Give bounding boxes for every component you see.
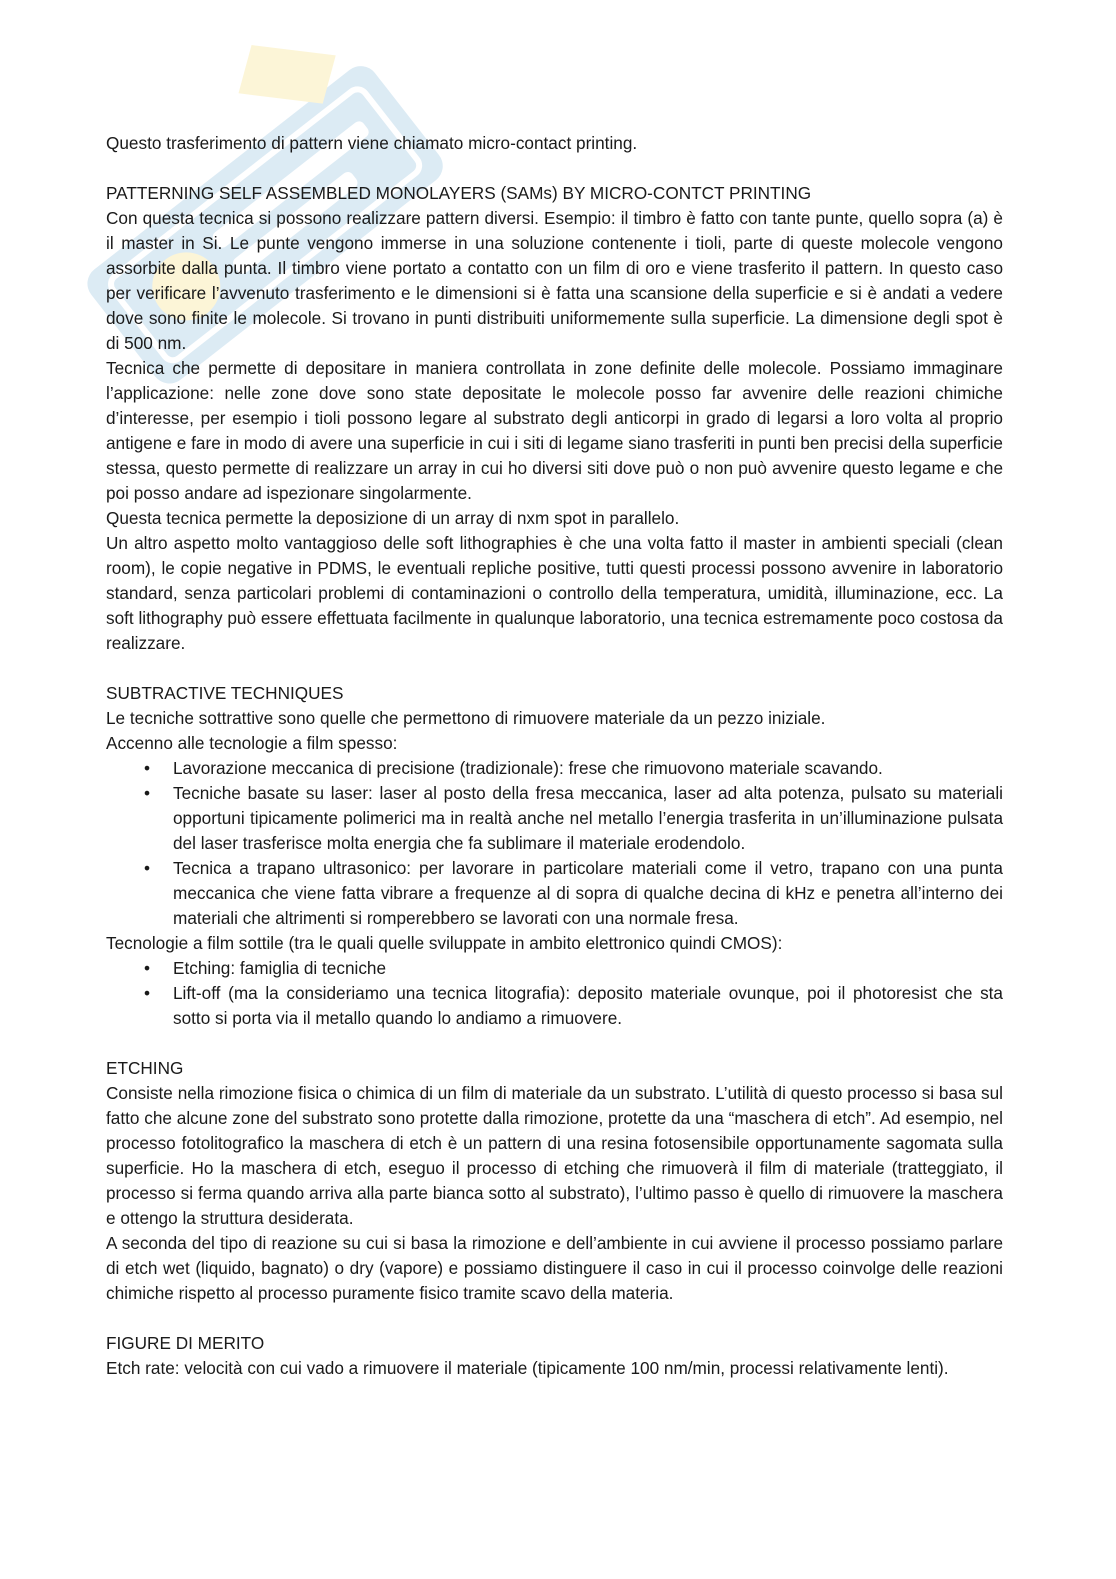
list-item: • Etching: famiglia di tecniche xyxy=(173,956,1003,981)
sam-paragraph-3: Questa tecnica permette la deposizione di un array di nxm spot in parallelo. xyxy=(106,508,680,528)
sam-paragraph-2: Tecnica che permette di depositare in maniera controllata in zone definite delle molecole. Possiamo immaginare l’applicazione: nelle zone dove sono state depositate le molecole posso far avvenire delle reazioni chimiche d’interesse, per esempio i tioli possono legare al substrato degli anticorpi in grado di legarsi a loro volta al proprio antigene e fare in modo di avere una superficie in cui i siti di legame siano trasferiti in punti ben precisi della superficie stessa, questo permette di realizzare un array in cui ho diversi siti dove può o non può avvenire questo legame e che poi posso andare ad ispezionare singolarmente. xyxy=(106,358,1003,503)
sam-paragraph-4: Un altro aspetto molto vantaggioso delle soft lithographies è che una volta fatto il master in ambienti speciali (clean room), le copie negative in PDMS, le eventuali repliche positive, tutti questi processi possono avvenire in laboratorio standard, senza particolari problemi di contaminazioni o controllo della temperatura, umidità, illuminazione, ecc. La soft lithography può essere effettuata facilmente in qualunque laboratorio, una tecnica estremamente poco costosa da realizzare. xyxy=(106,533,1003,653)
subtractive-paragraph: Le tecniche sottrattive sono quelle che permettono di rimuovere materiale da un pezzo iniziale. xyxy=(106,708,826,728)
merit-paragraph: Etch rate: velocità con cui vado a rimuovere il materiale (tipicamente 100 nm/min, processi relativamente lenti). xyxy=(106,1358,949,1378)
thick-film-intro: Accenno alle tecnologie a film spesso: xyxy=(106,733,398,753)
etching-heading: ETCHING xyxy=(106,1058,184,1078)
intro-paragraph: Questo trasferimento di pattern viene chiamato micro-contact printing. xyxy=(106,133,638,153)
list-item: • Tecniche basate su laser: laser al posto della fresa meccanica, laser ad alta potenza, pulsato su materiali opportuni tipicamente polimerici ma in realtà anche nel metallo l’energia trasferita in un’illuminazione pulsata del laser trasferisce molta energia che fa sublimare il materiale erodendolo. xyxy=(173,781,1003,856)
list-item: • Lavorazione meccanica di precisione (tradizionale): frese che rimuovono materiale scavando. xyxy=(173,756,1003,781)
list-item: • Lift-off (ma la consideriamo una tecnica litografia): deposito materiale ovunque, poi il photoresist che sta sotto si porta via il metallo quando lo andiamo a rimuovere. xyxy=(173,981,1003,1031)
document-page xyxy=(106,131,1003,1381)
etching-paragraph-2: A seconda del tipo di reazione su cui si basa la rimozione e dell’ambiente in cui avviene il processo possiamo parlare di etch wet (liquido, bagnato) o dry (vapore) e possiamo distinguere il caso in cui il processo coinvolge delle reazioni chimiche rispetto al processo puramente fisico tramite scavo della materia. xyxy=(106,1233,1003,1303)
subtractive-heading: SUBTRACTIVE TECHNIQUES xyxy=(106,683,344,703)
thin-film-list xyxy=(106,956,1003,1031)
merit-heading: FIGURE DI MERITO xyxy=(106,1333,265,1353)
thick-film-list xyxy=(106,756,1003,931)
list-item: • Tecnica a trapano ultrasonico: per lavorare in particolare materiali come il vetro, trapano con una punta meccanica che viene fatta vibrare a frequenze al di sopra di qualche decina di kHz e penetra all’interno dei materiali che altrimenti si romperebbero se lavorati con una normale fresa. xyxy=(173,856,1003,931)
sam-paragraph-1: Con questa tecnica si possono realizzare pattern diversi. Esempio: il timbro è fatto con tante punte, quello sopra (a) è il master in Si. Le punte vengono immerse in una soluzione contenente i tioli, parte di queste molecole vengono assorbite dalla punta. Il timbro viene portato a contatto con un film di oro e viene trasferito il pattern. In questo caso per verificare l’avvenuto trasferimento e le dimensioni si è fatta una scansione della superficie e si è andati a vedere dove sono finite le molecole. Si trovano in punti distribuiti uniformemente sulla superficie. La dimensione degli spot è di 500 nm. xyxy=(106,208,1003,353)
etching-paragraph-1: Consiste nella rimozione fisica o chimica di un film di materiale da un substrato. L’utilità di questo processo si basa sul fatto che alcune zone del substrato sono protette dalla rimozione, protette da una “maschera di etch”. Ad esempio, nel processo fotolitografico la maschera di etch è un pattern di una resina fotosensibile opportunamente sagomata sulla superficie. Ho la maschera di etch, eseguo il processo di etching che rimuoverà il film di materiale (tratteggiato, il processo si ferma quando arriva alla parte bianca sotto al substrato), l’ultimo passo è quello di rimuovere la maschera e ottengo la struttura desiderata. xyxy=(106,1083,1003,1228)
thin-film-intro: Tecnologie a film sottile (tra le quali quelle sviluppate in ambito elettronico quindi CMOS): xyxy=(106,933,783,953)
sam-heading: PATTERNING SELF ASSEMBLED MONOLAYERS (SAMs) BY MICRO-CONTCT PRINTING xyxy=(106,183,812,203)
